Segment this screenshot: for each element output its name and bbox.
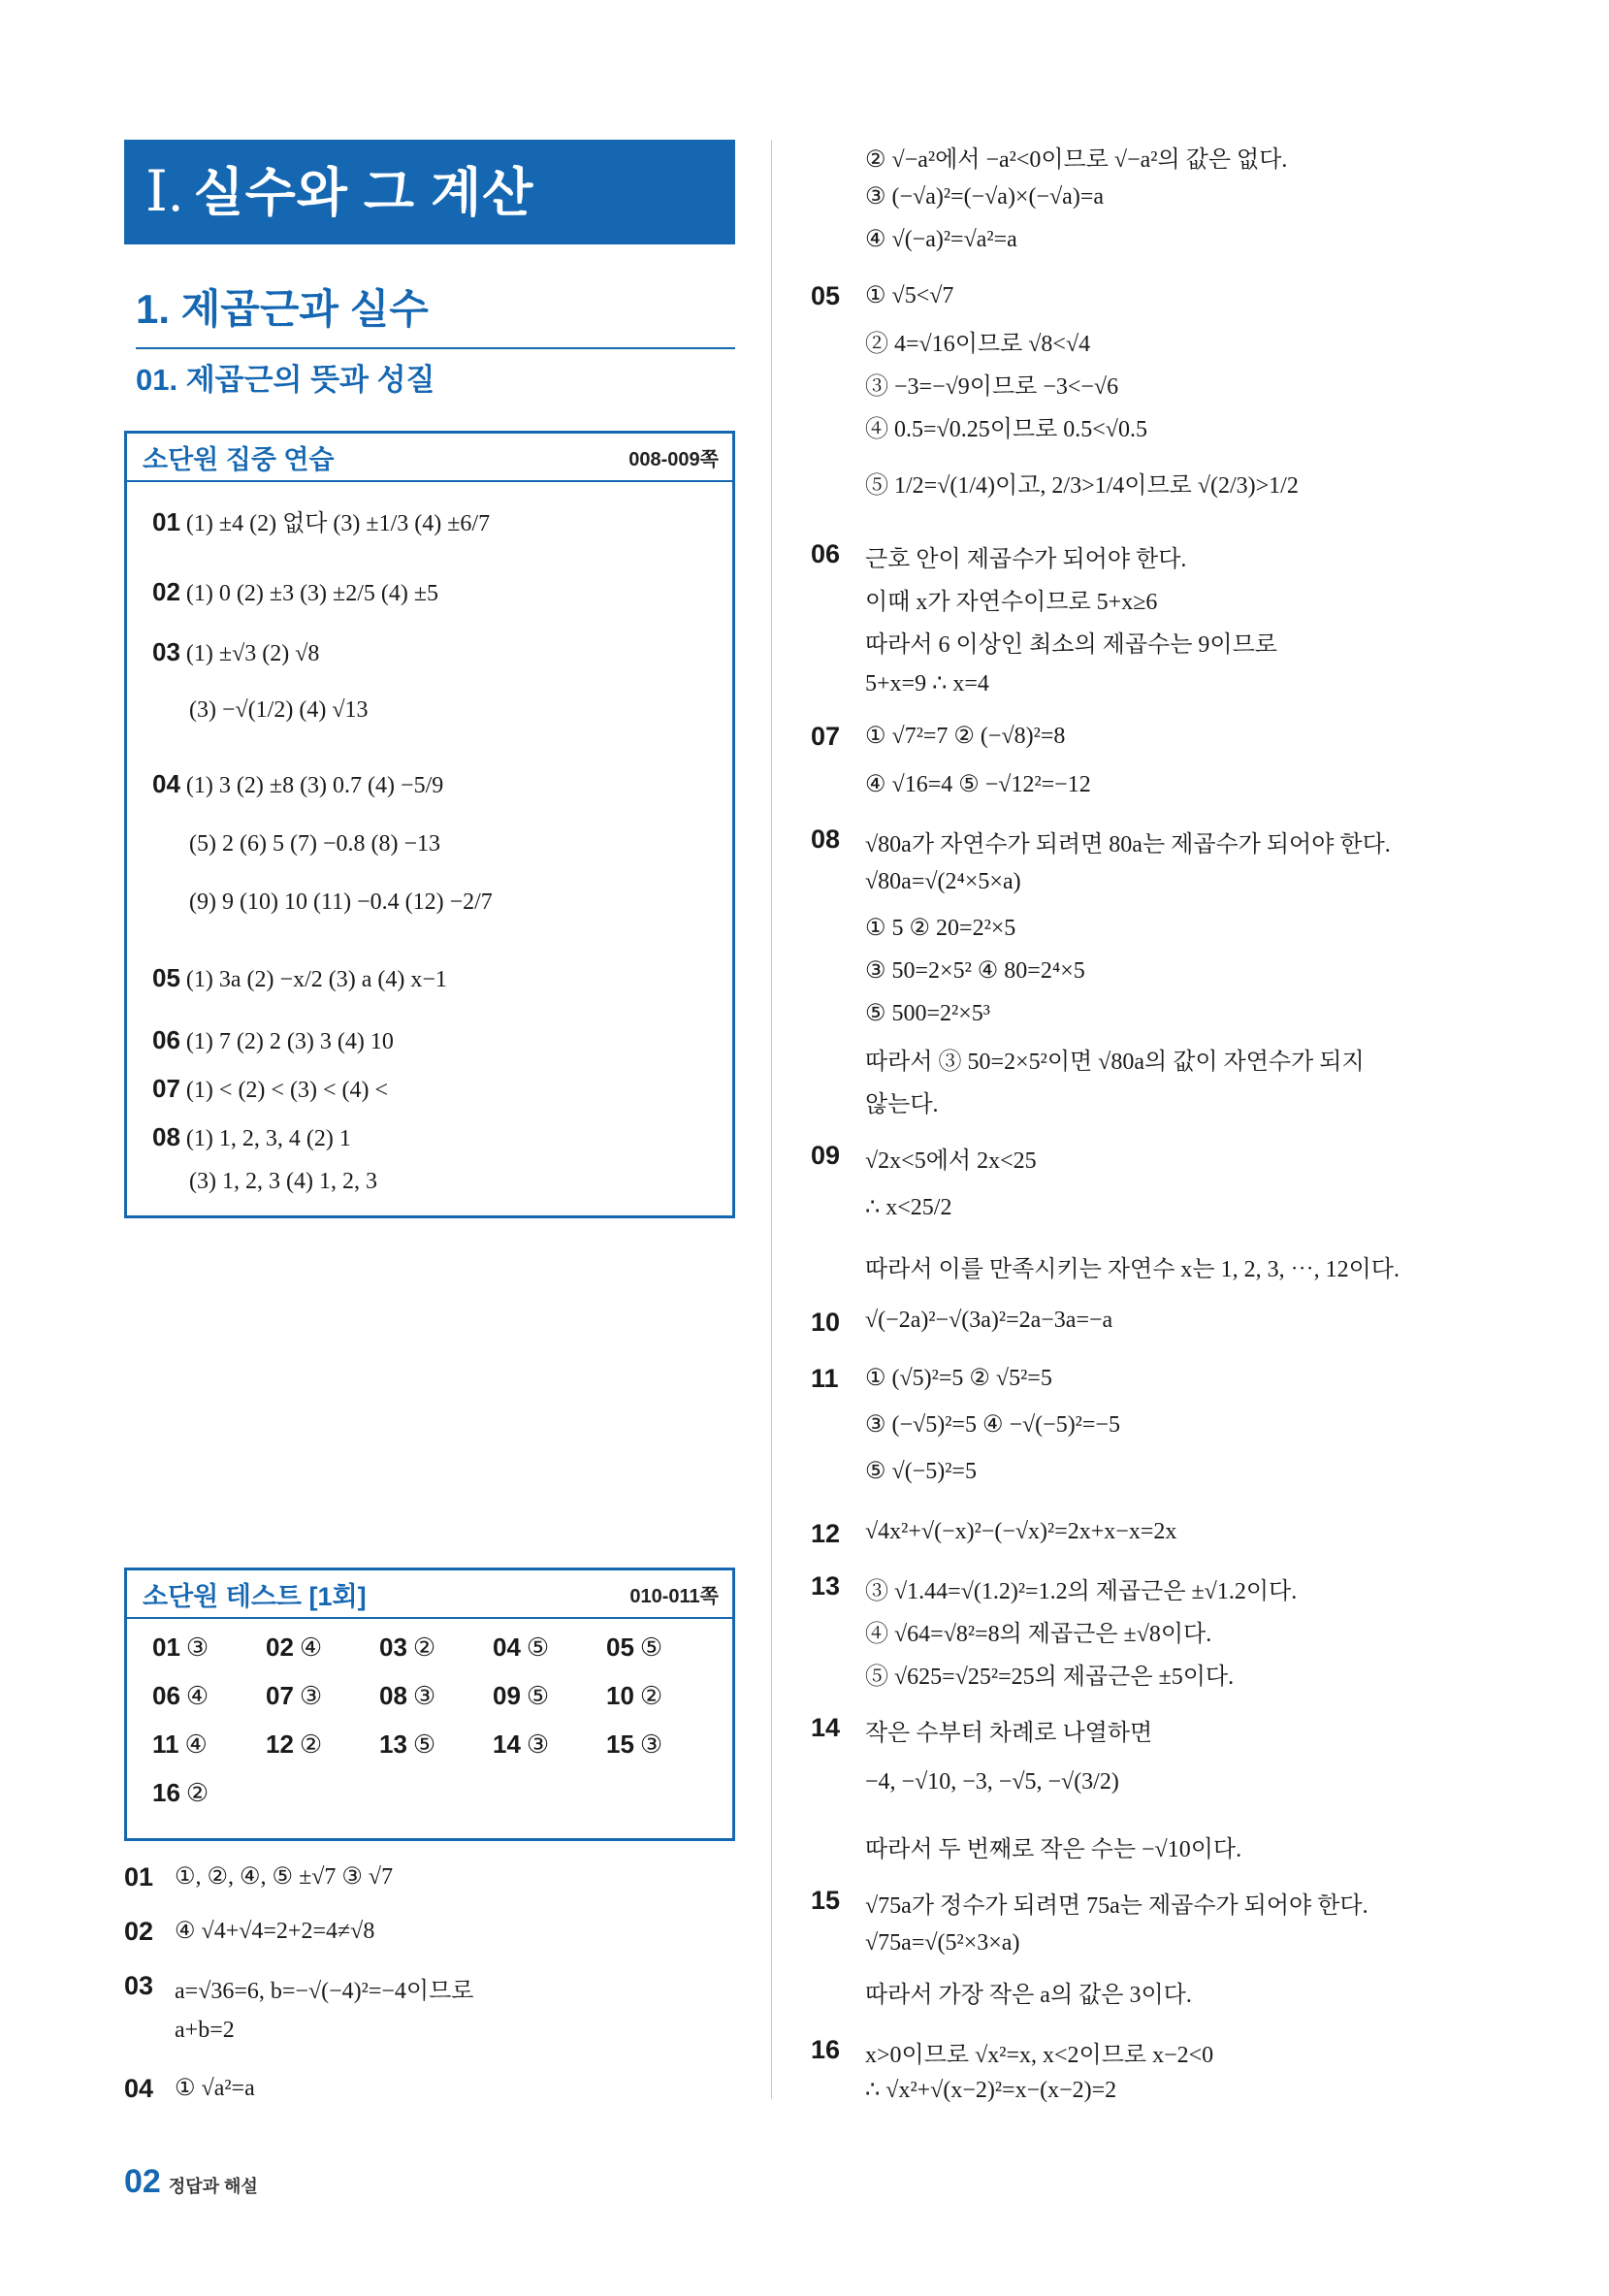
question-number: 07 [152, 1074, 180, 1103]
solution-number: 03 [124, 1971, 154, 2000]
solution-line: 따라서 두 번째로 작은 수는 −√10이다. [865, 1837, 1242, 1862]
test-answer [266, 1730, 379, 1764]
practice-row [189, 697, 369, 724]
solution-line: ⑤ 500=2²×5³ [865, 1001, 990, 1026]
answer-choice: ③ [526, 1730, 550, 1759]
solution-line: ③ (−√a)²=(−√a)×(−√a)=a [865, 184, 1104, 210]
test-answer [493, 1633, 606, 1667]
test-box-pages: 010-011쪽 [629, 1585, 719, 1607]
footer-text: 정답과 해설 [168, 2177, 258, 2196]
solution-line: ① 5 ② 20=2²×5 [865, 916, 1016, 941]
solution-number: 13 [811, 1571, 841, 1601]
question-number: 04 [152, 769, 180, 798]
practice-row [152, 1074, 388, 1104]
test-answer [152, 1633, 266, 1667]
question-number: 13 [379, 1730, 407, 1759]
answer-choice: ③ [412, 1682, 436, 1710]
solution-line: √4x²+√(−x)²−(−√x)²=2x+x−x=2x [865, 1519, 1177, 1544]
question-number: 04 [493, 1633, 521, 1662]
solution-line: 따라서 6 이상인 최소의 제곱수는 9이므로 [865, 632, 1277, 658]
solution-line: ① (√5)²=5 ② √5²=5 [865, 1366, 1052, 1391]
answer-choice: ④ [184, 1730, 208, 1759]
solution-number: 06 [811, 539, 841, 568]
solution-line: ∴ √x²+√(x−2)²=x−(x−2)=2 [865, 2078, 1117, 2103]
column-divider [771, 140, 772, 2099]
solution-line: a+b=2 [175, 2018, 235, 2043]
question-number: 16 [152, 1778, 180, 1807]
section-title: 1. 제곱근과 실수 [136, 277, 735, 349]
solution-number: 09 [811, 1141, 841, 1170]
practice-row [189, 1169, 377, 1195]
solution-line: ④ √4+√4=2+2=4≠√8 [175, 1919, 375, 1944]
question-number: 06 [152, 1025, 180, 1054]
test-answer [606, 1730, 720, 1764]
solution-line: ① √7²=7 ② (−√8)²=8 [865, 724, 1066, 749]
solution-line: ⑤ √625=√25²=25의 제곱근은 ±5이다. [865, 1665, 1235, 1690]
subsection-title: 01. 제곱근의 뜻과 성질 [136, 363, 435, 397]
question-number: 03 [152, 637, 180, 666]
solution-number: 07 [811, 722, 841, 751]
answer-choice: ② [299, 1730, 323, 1759]
test-box [124, 1568, 735, 1841]
chapter-banner [124, 140, 735, 244]
answer-text: (1) 7 (2) 2 (3) 3 (4) 10 [185, 1029, 394, 1054]
solution-line: 않는다. [865, 1092, 939, 1117]
practice-row [152, 769, 443, 799]
answer-choice: ③ [639, 1730, 663, 1759]
test-answer [379, 1730, 493, 1764]
solution-line: √(−2a)²−√(3a)²=2a−3a=−a [865, 1308, 1113, 1333]
answer-text: (3) 1, 2, 3 (4) 1, 2, 3 [189, 1169, 377, 1194]
solution-line: ③ 50=2×5² ④ 80=2⁴×5 [865, 958, 1085, 984]
solution-line: 근호 안이 제곱수가 되어야 한다. [865, 547, 1187, 572]
solution-line: 5+x=9 ∴ x=4 [865, 671, 989, 696]
question-number: 01 [152, 1633, 180, 1662]
test-answer [152, 1730, 266, 1764]
practice-row [152, 1122, 351, 1152]
answer-choice: ④ [185, 1682, 209, 1710]
solution-line: √75a가 정수가 되려면 75a는 제곱수가 되어야 한다. [865, 1893, 1368, 1919]
test-answer [152, 1681, 266, 1716]
question-number: 07 [266, 1681, 294, 1710]
answer-text: (1) ±4 (2) 없다 (3) ±1/3 (4) ±6/7 [185, 511, 491, 536]
question-number: 06 [152, 1681, 180, 1710]
test-answer [266, 1681, 379, 1716]
practice-row [189, 831, 440, 857]
solution-line: √80a가 자연수가 되려면 80a는 제곱수가 되어야 한다. [865, 832, 1391, 857]
page-number: 02 [124, 2163, 161, 2200]
solution-number: 12 [811, 1519, 841, 1548]
question-number: 05 [152, 963, 180, 992]
solution-line: 따라서 가장 작은 a의 값은 3이다. [865, 1983, 1192, 2008]
answer-text: (1) 0 (2) ±3 (3) ±2/5 (4) ±5 [185, 581, 439, 606]
practice-row [152, 503, 490, 537]
answer-choice: ⑤ [412, 1730, 436, 1759]
answer-text: (1) 1, 2, 3, 4 (2) 1 [185, 1126, 351, 1151]
solution-line: √75a=√(5²×3×a) [865, 1930, 1020, 1956]
practice-row [152, 1025, 394, 1055]
test-answer [606, 1633, 720, 1667]
practice-box-pages: 008-009쪽 [628, 448, 719, 470]
page-footer [124, 2163, 258, 2201]
practice-row [189, 889, 493, 916]
answer-text: (3) −√(1/2) (4) √13 [189, 697, 369, 723]
solution-line: ∴ x<25/2 [865, 1195, 952, 1220]
question-number: 01 [152, 507, 180, 536]
practice-row [152, 963, 447, 993]
solution-line: ①, ②, ④, ⑤ ±√7 ③ √7 [175, 1864, 394, 1890]
solution-line: √80a=√(2⁴×5×a) [865, 869, 1021, 894]
solution-line: x>0이므로 √x²=x, x<2이므로 x−2<0 [865, 2043, 1214, 2068]
practice-box-header [127, 434, 732, 482]
solution-line: 따라서 ③ 50=2×5²이면 √80a의 값이 자연수가 되지 [865, 1050, 1365, 1075]
solution-number: 10 [811, 1308, 841, 1337]
test-box-header [127, 1570, 732, 1619]
solution-line: √2x<5에서 2x<25 [865, 1148, 1037, 1174]
test-answer-grid [152, 1633, 705, 1813]
answer-text: (5) 2 (6) 5 (7) −0.8 (8) −13 [189, 831, 441, 857]
solution-line: ④ √64=√8²=8의 제곱근은 ±√8이다. [865, 1622, 1212, 1647]
test-answer [606, 1681, 720, 1716]
question-number: 03 [379, 1633, 407, 1662]
practice-box [124, 431, 735, 1218]
solution-line: ④ 0.5=√0.25이므로 0.5<√0.5 [865, 417, 1147, 442]
solution-line: ③ √1.44=√(1.2)²=1.2의 제곱근은 ±√1.2이다. [865, 1579, 1298, 1604]
solution-line: ④ √16=4 ⑤ −√12²=−12 [865, 772, 1091, 797]
solution-number: 15 [811, 1886, 841, 1915]
practice-row [152, 637, 319, 667]
answer-choice: ④ [299, 1633, 323, 1662]
question-number: 05 [606, 1633, 634, 1662]
test-answer [493, 1681, 606, 1716]
solution-number: 01 [124, 1862, 154, 1892]
solution-line: ③ −3=−√9이므로 −3<−√6 [865, 374, 1119, 400]
answer-choice: ② [639, 1682, 663, 1710]
solution-line: 따라서 이를 만족시키는 자연수 x는 1, 2, 3, ⋯, 12이다. [865, 1257, 1400, 1282]
solution-line: ② √−a²에서 −a²<0이므로 √−a²의 값은 없다. [865, 147, 1288, 173]
chapter-title: 실수와 그 계산 [193, 164, 534, 222]
answer-text: (1) ±√3 (2) √8 [185, 641, 320, 666]
answer-choice: ③ [185, 1633, 209, 1662]
chapter-numeral: Ⅰ. [145, 160, 184, 223]
answer-choice: ② [412, 1633, 436, 1662]
solution-number: 16 [811, 2035, 841, 2064]
solution-line: 작은 수부터 차례로 나열하면 [865, 1721, 1153, 1746]
question-number: 09 [493, 1681, 521, 1710]
answer-choice: ⑤ [639, 1633, 663, 1662]
answer-choice: ⑤ [526, 1633, 550, 1662]
solution-line: ⑤ 1/2=√(1/4)이고, 2/3>1/4이므로 √(2/3)>1/2 [865, 473, 1299, 499]
answer-choice: ② [185, 1779, 209, 1807]
solution-line: ⑤ √(−5)²=5 [865, 1459, 977, 1484]
test-answer [152, 1778, 266, 1813]
answer-text: (1) 3a (2) −x/2 (3) a (4) x−1 [185, 967, 447, 992]
solution-line: ① √a²=a [175, 2076, 255, 2101]
answer-choice: ⑤ [526, 1682, 550, 1710]
solution-line: a=√36=6, b=−√(−4)²=−4이므로 [175, 1979, 474, 2004]
solution-number: 04 [124, 2074, 154, 2103]
solution-line: ④ √(−a)²=√a²=a [865, 227, 1017, 252]
question-number: 08 [152, 1122, 180, 1151]
solution-number: 14 [811, 1713, 841, 1742]
question-number: 10 [606, 1681, 634, 1710]
question-number: 14 [493, 1730, 521, 1759]
practice-row [152, 577, 438, 607]
solution-number: 08 [811, 825, 841, 854]
test-answer [266, 1633, 379, 1667]
answer-text: (1) 3 (2) ±8 (3) 0.7 (4) −5/9 [185, 773, 444, 798]
answer-text: (9) 9 (10) 10 (11) −0.4 (12) −2/7 [189, 889, 493, 915]
question-number: 02 [266, 1633, 294, 1662]
test-answer [379, 1633, 493, 1667]
practice-box-title: 소단원 집중 연습 [143, 444, 335, 474]
question-number: 11 [152, 1730, 179, 1759]
question-number: 15 [606, 1730, 634, 1759]
question-number: 02 [152, 577, 180, 606]
test-answer [493, 1730, 606, 1764]
answer-text: (1) < (2) < (3) < (4) < [185, 1078, 388, 1103]
question-number: 08 [379, 1681, 407, 1710]
solution-line: ③ (−√5)²=5 ④ −√(−5)²=−5 [865, 1412, 1120, 1438]
solution-number: 05 [811, 281, 841, 310]
test-box-title: 소단원 테스트 [1회] [143, 1581, 367, 1611]
test-answer [379, 1681, 493, 1716]
solution-number: 11 [811, 1364, 839, 1393]
solution-line: 이때 x가 자연수이므로 5+x≥6 [865, 590, 1158, 615]
solution-line: ① √5<√7 [865, 283, 954, 308]
solution-line: −4, −√10, −3, −√5, −√(3/2) [865, 1769, 1119, 1795]
solution-number: 02 [124, 1917, 154, 1946]
solution-line: ② 4=√16이므로 √8<√4 [865, 332, 1091, 357]
answer-choice: ③ [299, 1682, 323, 1710]
question-number: 12 [266, 1730, 294, 1759]
